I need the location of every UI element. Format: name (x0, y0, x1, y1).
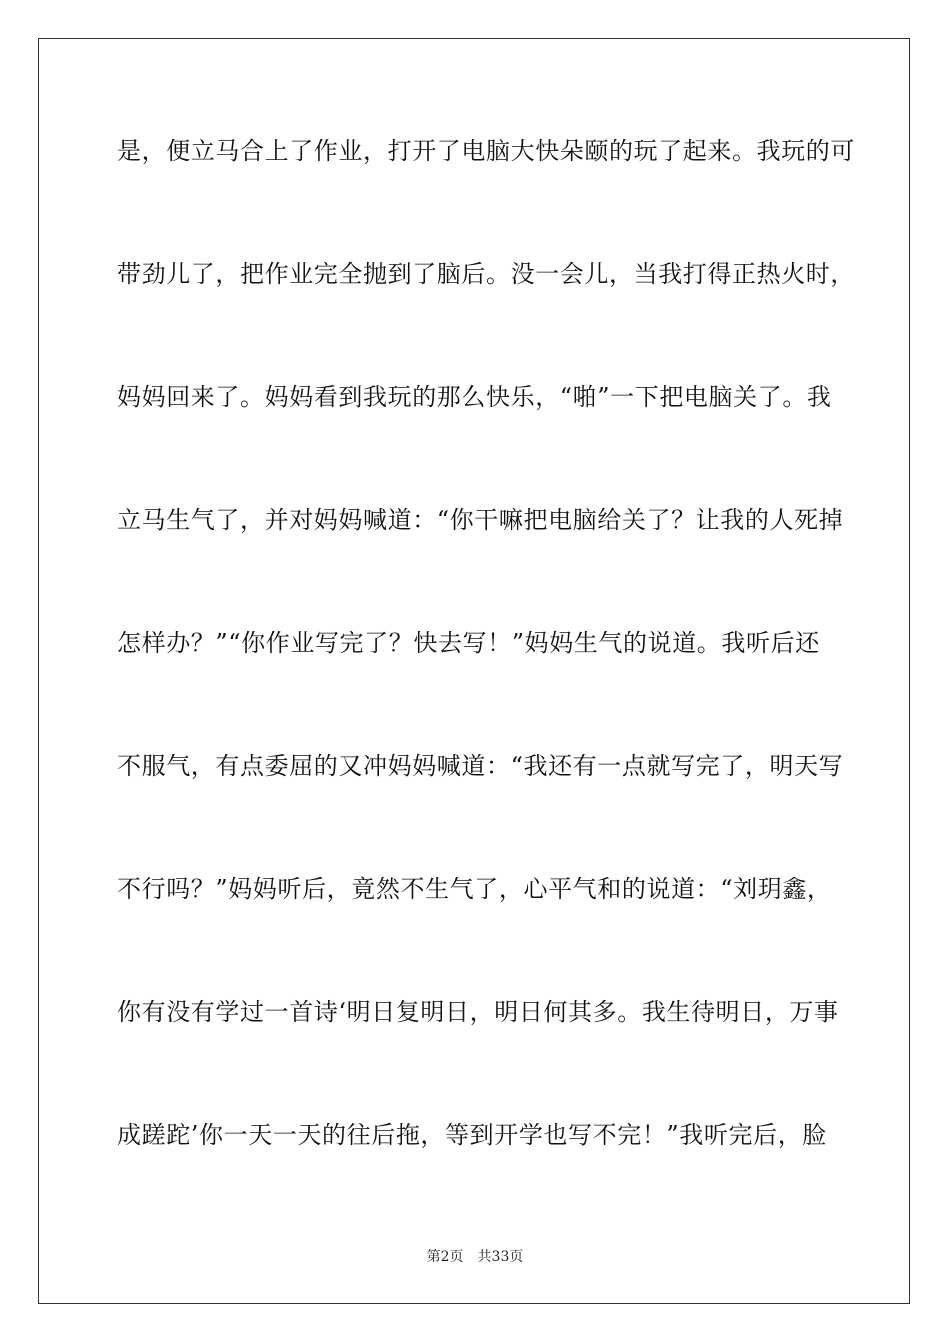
text-line-7: 不行吗？”妈妈听后，竟然不生气了，心平气和的说道：“刘玥鑫， (117, 875, 832, 903)
page-number-footer: 第2页 共33页 (426, 1249, 524, 1265)
text-line-4: 立马生气了，并对妈妈喊道：“你干嘛把电脑给关了？让我的人死掉 (117, 506, 844, 534)
text-line-1: 是，便立马合上了作业，打开了电脑大快朵颐的玩了起来。我玩的可 (117, 137, 855, 165)
text-line-3: 妈妈回来了。妈妈看到我玩的那么快乐，“啪”一下把电脑关了。我 (117, 383, 832, 411)
text-line-2: 带劲儿了，把作业完全抛到了脑后。没一会儿，当我打得正热火时， (117, 260, 855, 288)
text-line-6: 不服气，有点委屈的又冲妈妈喊道：“我还有一点就写完了，明天写 (117, 752, 844, 780)
text-line-5: 怎样办？”“你作业写完了？快去写！”妈妈生气的说道。我听后还 (117, 629, 820, 657)
document-body (117, 128, 855, 1235)
text-line-8: 你有没有学过一首诗‘明日复明日，明日何其多。我生待明日，万事 (117, 998, 839, 1026)
text-line-9: 成蹉跎’你一天一天的往后拖，等到开学也写不完！”我听完后，脸 (117, 1121, 827, 1149)
